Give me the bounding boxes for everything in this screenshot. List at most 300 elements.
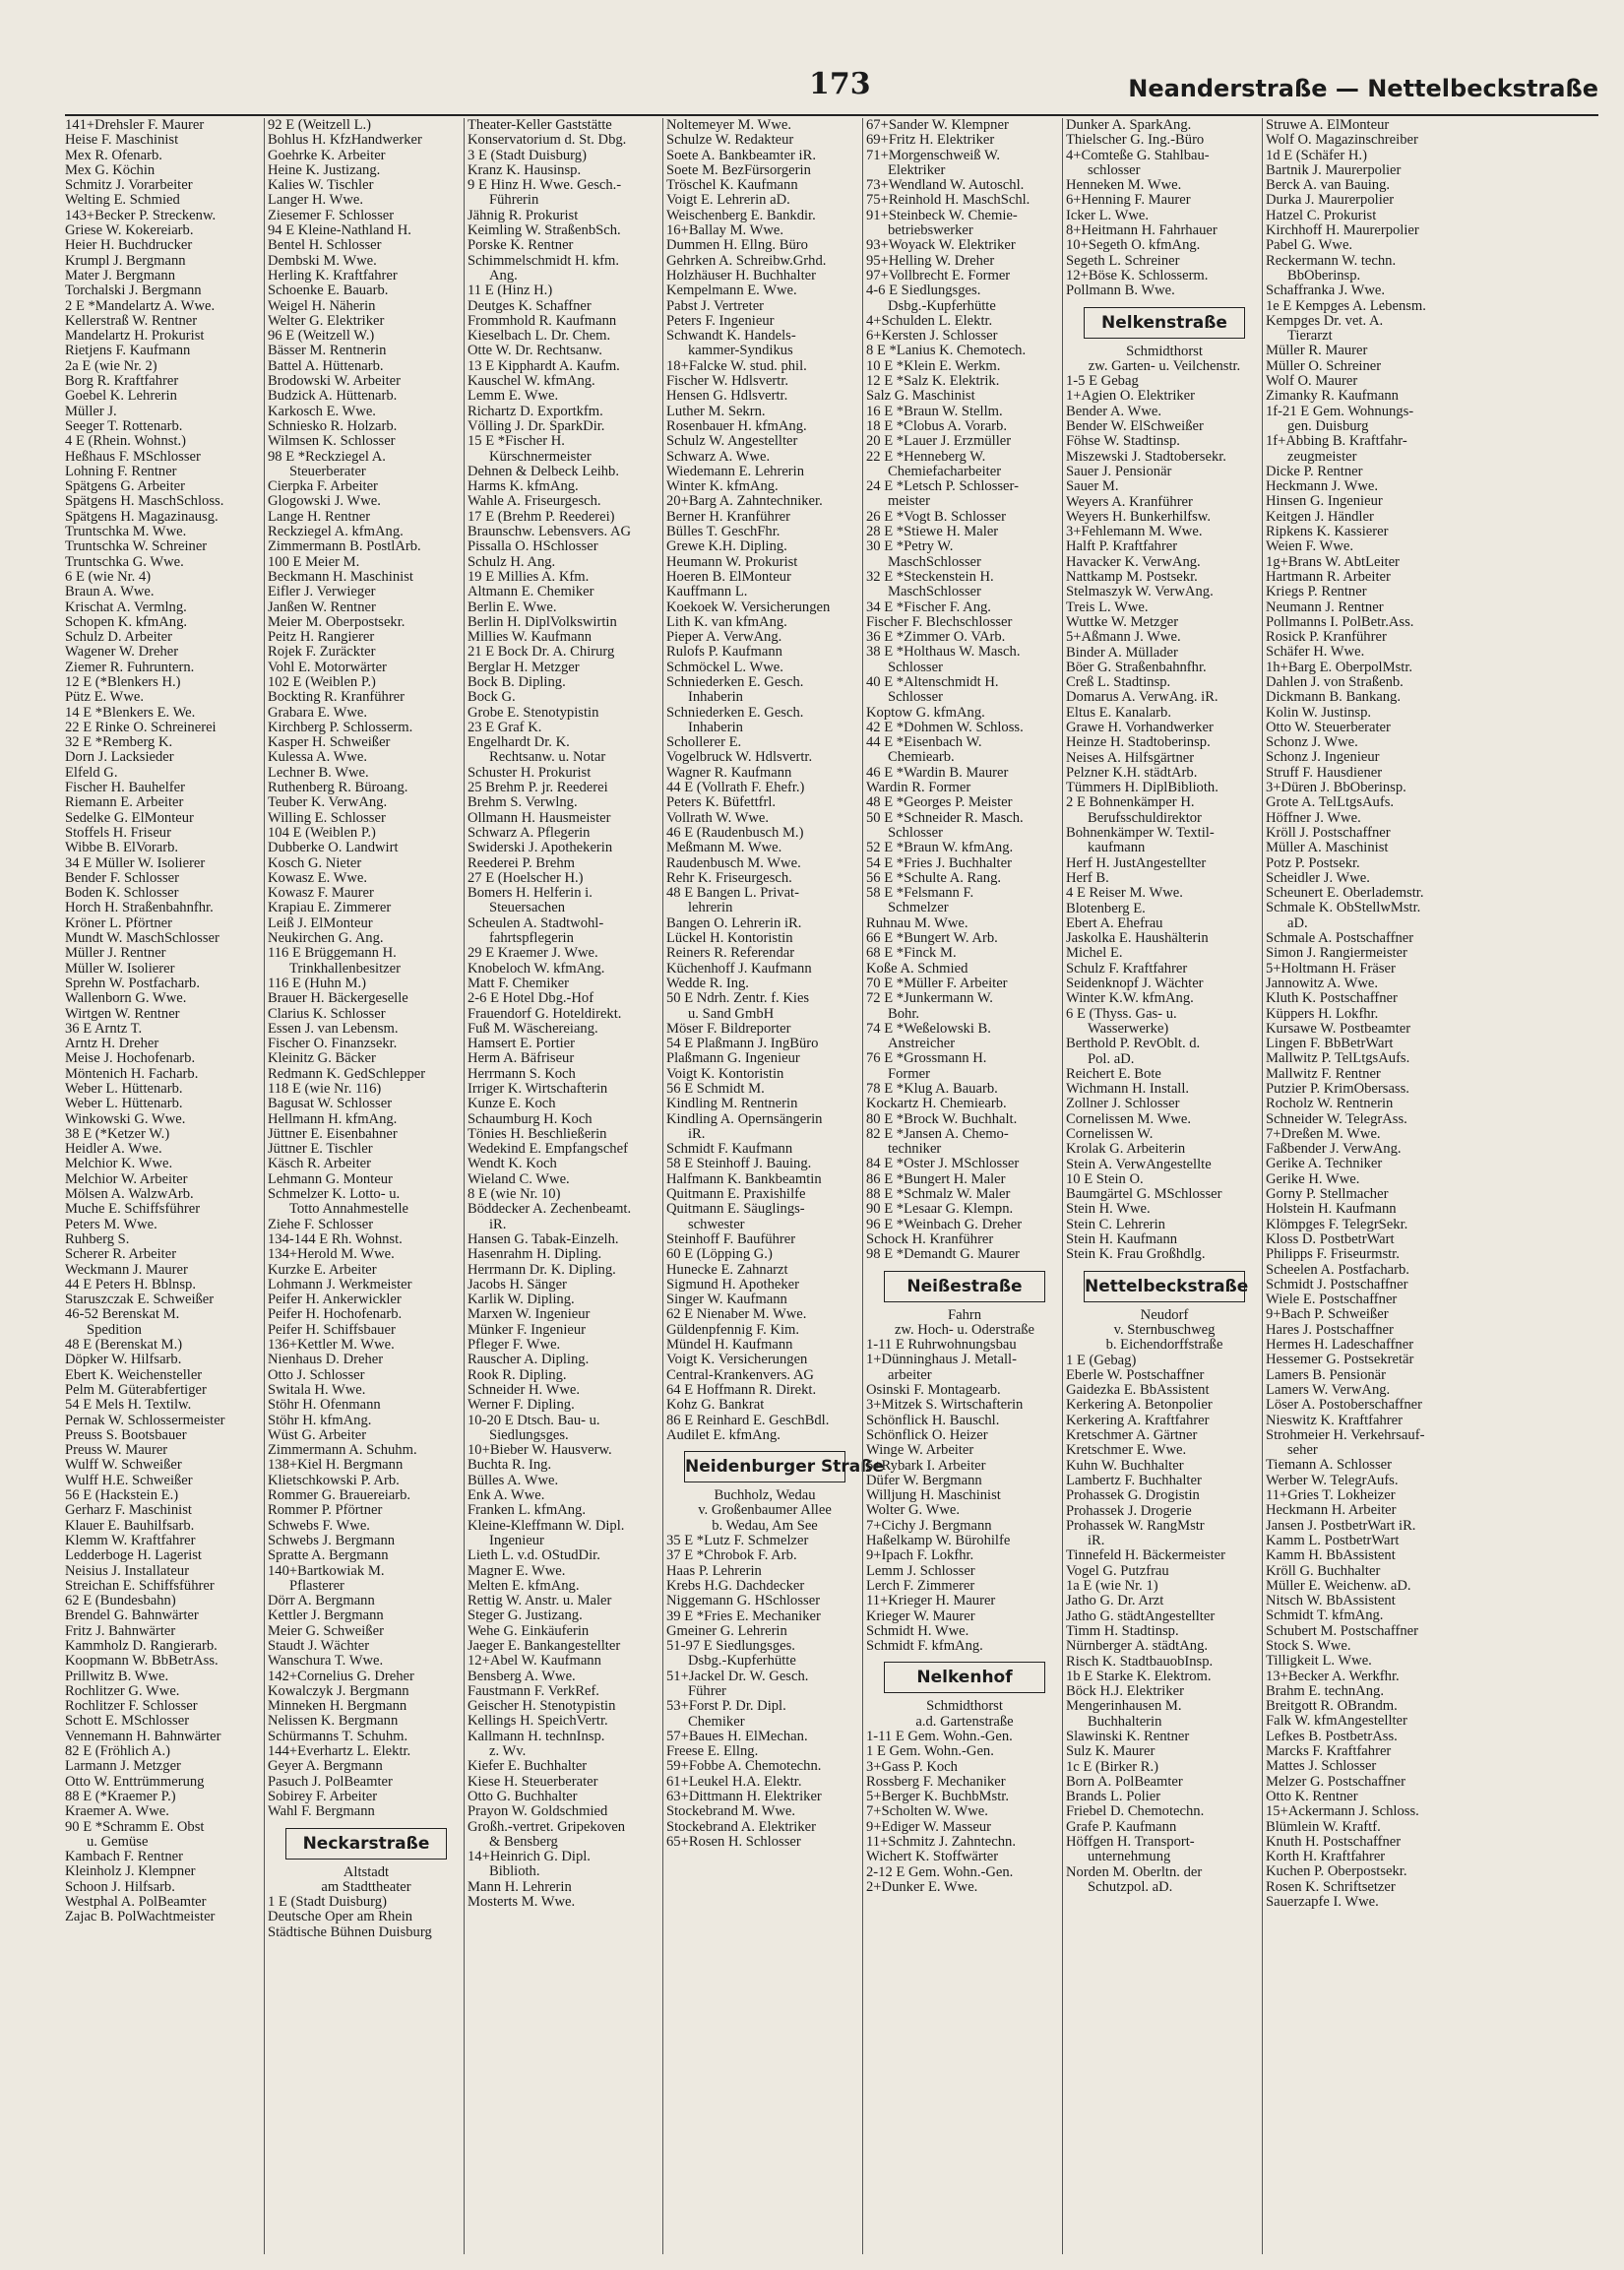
directory-entry: 142+Cornelius G. Dreher — [268, 1668, 414, 1684]
directory-entry: Herrmann Dr. K. Dipling. — [468, 1261, 616, 1278]
directory-entry: Grabara E. Wwe. — [268, 704, 368, 721]
directory-entry: 17 E (Brehm P. Reederei) — [468, 508, 615, 525]
directory-entry: Wahl F. Bergmann — [268, 1803, 375, 1820]
directory-entry: 36 E Arntz T. — [65, 1020, 143, 1037]
directory-entry: Welter G. Elektriker — [268, 312, 385, 329]
directory-entry: 30 E *Petry W. — [866, 538, 954, 555]
directory-entry: Gehrken A. Schreibw.Grhd. — [666, 252, 827, 269]
directory-entry: Berlin H. DiplVolkswirtin — [468, 613, 617, 630]
directory-entry: Dörr A. Bergmann — [268, 1593, 375, 1609]
directory-entry: Bock G. — [468, 689, 516, 706]
directory-entry: Treis L. Wwe. — [1066, 599, 1149, 615]
directory-entry: Rommer P. Pförtner — [268, 1502, 383, 1519]
directory-entry: Hartmann R. Arbeiter — [1266, 568, 1391, 585]
directory-entry: Heckmann H. Arbeiter — [1266, 1502, 1397, 1519]
directory-entry: Potz P. Postsekr. — [1266, 854, 1360, 871]
directory-entry: Möser F. Bildreporter — [666, 1020, 791, 1037]
entry-continuation: Berufsschuldirektor — [1088, 809, 1202, 826]
directory-entry: Sigmund H. Apotheker — [666, 1276, 799, 1293]
directory-entry: Thielscher G. Ing.-Büro — [1066, 132, 1205, 149]
directory-entry: Schoenke E. Bauarb. — [268, 283, 389, 299]
directory-entry: Otto K. Rentner — [1266, 1788, 1358, 1804]
directory-entry: Heier H. Buchdrucker — [65, 237, 193, 254]
directory-entry: Nienhaus D. Dreher — [268, 1352, 384, 1368]
directory-entry: Kempelmann E. Wwe. — [666, 283, 797, 299]
directory-entry: Cornelissen M. Wwe. — [1066, 1110, 1192, 1127]
directory-entry: Wieland C. Wwe. — [468, 1170, 570, 1187]
directory-entry: Gerike H. Wwe. — [1266, 1170, 1360, 1187]
directory-entry: Lehmann G. Monteur — [268, 1170, 393, 1187]
directory-entry: Fischer W. Hdlsvertr. — [666, 373, 789, 390]
directory-entry: Gorny P. Stellmacher — [1266, 1186, 1389, 1203]
directory-entry: Heinze H. Stadtoberinsp. — [1066, 734, 1211, 751]
directory-entry: Berner H. Kranführer — [666, 508, 791, 525]
directory-entry: Staruszczak E. Schweißer — [65, 1292, 215, 1308]
directory-entry: 2 E Bohnenkämper H. — [1066, 794, 1195, 811]
directory-entry: Wirtgen W. Rentner — [65, 1005, 180, 1022]
directory-entry: Völling J. Dr. SparkDir. — [468, 417, 605, 434]
directory-entry: 12 E *Salz K. Elektrik. — [866, 373, 1000, 390]
directory-entry: Lohmann J. Werkmeister — [268, 1276, 412, 1293]
entry-continuation: Bohr. — [888, 1005, 920, 1022]
entry-continuation: Pol. aD. — [1088, 1050, 1135, 1067]
directory-entry: 2-6 E Hotel Dbg.-Hof — [468, 990, 594, 1007]
directory-entry: Tümmers H. DiplBiblioth. — [1066, 780, 1218, 796]
directory-entry: Schulze W. Redakteur — [666, 132, 794, 149]
directory-entry: Kröll J. Postschaffner — [1266, 824, 1391, 841]
entry-continuation: Tierarzt — [1287, 328, 1333, 345]
directory-entry: Bohnenkämper W. Textil- — [1066, 825, 1215, 842]
directory-entry: Pollmanns I. PolBetr.Ass. — [1266, 613, 1414, 630]
directory-entry: Beckmann H. Maschinist — [268, 568, 413, 585]
directory-entry: Korth H. Kraftfahrer — [1266, 1849, 1386, 1865]
directory-entry: Wolf O. Maurer — [1266, 373, 1358, 390]
directory-entry: Rojek F. Zuräckter — [268, 644, 376, 661]
directory-entry: Dorn J. Lacksieder — [65, 749, 174, 766]
directory-entry: Wulff H.E. Schweißer — [65, 1472, 193, 1488]
directory-entry: 51-97 E Siedlungsges. — [666, 1638, 795, 1655]
directory-entry: 18+Falcke W. stud. phil. — [666, 357, 807, 374]
directory-entry: 11+Gries T. Lokheizer — [1266, 1487, 1396, 1504]
directory-entry: Zimmermann A. Schuhm. — [268, 1442, 417, 1459]
directory-entry: Schmidt T. kfmAng. — [1266, 1608, 1384, 1624]
directory-entry: 65+Rosen H. Schlosser — [666, 1833, 801, 1850]
directory-entry: Schönflick H. Bauschl. — [866, 1412, 1000, 1428]
directory-entry: Rosick P. Kranführer — [1266, 629, 1387, 646]
directory-entry: Reiners R. Referendar — [666, 945, 795, 962]
directory-entry: Marxen W. Ingenieur — [468, 1306, 591, 1323]
directory-entry: 48 E Bangen L. Privat- — [666, 885, 799, 902]
directory-entry: Scheulen A. Stadtwohl- — [468, 914, 604, 931]
directory-entry: Kluth K. Postschaffner — [1266, 990, 1398, 1007]
directory-entry: Blümlein W. Kraftf. — [1266, 1818, 1381, 1835]
directory-entry: Kohz G. Bankrat — [666, 1397, 765, 1414]
entry-continuation: Chemiearb. — [888, 749, 955, 766]
directory-entry: Horch H. Straßenbahnfhr. — [65, 900, 214, 916]
directory-entry: Lohning F. Rentner — [65, 463, 177, 479]
directory-entry: Melten E. kfmAng. — [468, 1577, 580, 1594]
directory-entry: Preuss W. Maurer — [65, 1442, 168, 1459]
directory-entry: Kröner L. Pförtner — [65, 914, 173, 931]
directory-entry: Föhse W. Stadtinsp. — [1066, 433, 1180, 450]
directory-entry: Kammholz D. Rangierarb. — [65, 1637, 218, 1654]
directory-entry: Schmidt F. Kaufmann — [666, 1141, 793, 1158]
directory-entry: Welting E. Schmied — [65, 192, 180, 209]
directory-entry: 28 E *Stiewe H. Maler — [866, 524, 999, 540]
directory-entry: Schmitz J. Vorarbeiter — [65, 177, 193, 194]
directory-entry: Clarius K. Schlosser — [268, 1005, 386, 1022]
directory-entry: 26 E *Vogt B. Schlosser — [866, 508, 1007, 525]
directory-entry: Weien F. Wwe. — [1266, 538, 1353, 555]
directory-entry: 90 E *Schramm E. Obst — [65, 1818, 205, 1835]
directory-entry: Weigel H. Näherin — [268, 297, 376, 314]
directory-entry: Stöhr H. Ofenmann — [268, 1397, 381, 1414]
directory-entry: 60 E (Löpping G.) — [666, 1246, 773, 1263]
directory-entry: Neumann J. Rentner — [1266, 599, 1384, 615]
directory-entry: Eltus E. Kanalarb. — [1066, 704, 1171, 721]
directory-entry: 58 E *Felsmann F. — [866, 885, 974, 902]
directory-entry: Ebert A. Ehefrau — [1066, 914, 1163, 931]
directory-entry: Rettig W. Anstr. u. Maler — [468, 1593, 612, 1609]
entry-continuation: Anstreicher — [888, 1036, 956, 1052]
directory-entry: Minneken H. Bergmann — [268, 1698, 407, 1715]
directory-entry: 10 E Stein O. — [1066, 1170, 1144, 1187]
directory-entry: Weber L. Hüttenarb. — [65, 1081, 183, 1097]
directory-entry: Prillwitz B. Wwe. — [65, 1668, 169, 1684]
directory-entry: 1h+Barg E. OberpolMstr. — [1266, 659, 1413, 675]
directory-entry: Prohassek J. Drogerie — [1066, 1502, 1192, 1519]
directory-entry: Kretschmer A. Gärtner — [1066, 1427, 1198, 1444]
entry-continuation: kaufmann — [1088, 840, 1146, 856]
directory-entry: Kunze E. Koch — [468, 1096, 556, 1112]
directory-entry: Mandelartz H. Prokurist — [65, 328, 205, 345]
directory-entry: Weckmann J. Maurer — [65, 1261, 188, 1278]
directory-entry: Schmale K. ObStellwMstr. — [1266, 900, 1421, 916]
directory-entry: Otto J. Schlosser — [268, 1366, 365, 1383]
directory-entry: Pernak W. Schlossermeister — [65, 1412, 225, 1428]
directory-entry: Stein H. Kaufmann — [1066, 1231, 1178, 1248]
directory-entry: Westphal A. PolBeamter — [65, 1894, 207, 1911]
directory-entry: Marcks F. Kraftfahrer — [1266, 1743, 1392, 1760]
street-location-note: am Stadttheater — [321, 1878, 411, 1895]
directory-entry: 118 E (wie Nr. 116) — [268, 1081, 382, 1097]
entry-continuation: Schlosser — [888, 824, 943, 841]
entry-continuation: gen. Duisburg — [1287, 417, 1369, 434]
directory-entry: Boden K. Schlosser — [65, 885, 179, 902]
directory-entry: Lemm E. Wwe. — [468, 388, 559, 405]
directory-entry: Müller J. — [65, 403, 117, 419]
directory-entry: Millies W. Kaufmann — [468, 629, 593, 646]
directory-entry: Schonz J. Wwe. — [1266, 734, 1358, 751]
directory-entry: Wilmsen K. Schlosser — [268, 433, 396, 450]
directory-entry: 11 E (Hinz H.) — [468, 283, 553, 299]
directory-entry: Klietschkowski P. Arb. — [268, 1472, 400, 1488]
directory-entry: 1-5 E Gebag — [1066, 373, 1139, 390]
directory-entry: 40 E *Altenschmidt H. — [866, 673, 999, 690]
directory-entry: Wahle A. Friseurgesch. — [468, 493, 601, 510]
directory-entry: Stock S. Wwe. — [1266, 1637, 1351, 1654]
directory-entry: Heckmann J. Wwe. — [1266, 478, 1379, 495]
directory-entry: Neukirchen G. Ang. — [268, 930, 384, 947]
directory-entry: Schmelzer K. Lotto- u. — [268, 1186, 401, 1203]
directory-entry: Kirchhoff H. Maurerpolier — [1266, 222, 1419, 239]
directory-entry: Kriegs P. Rentner — [1266, 584, 1367, 600]
directory-entry: 9+Bach P. Schweißer — [1266, 1306, 1389, 1323]
directory-entry: Pieper A. VerwAng. — [666, 629, 782, 646]
directory-entry: Lange H. Rentner — [268, 508, 371, 525]
directory-entry: Krumpl J. Bergmann — [65, 252, 186, 269]
directory-entry: Müller E. Weichenw. aD. — [1266, 1577, 1411, 1594]
directory-entry: Mosterts M. Wwe. — [468, 1894, 576, 1911]
directory-entry: Hatzel C. Prokurist — [1266, 207, 1377, 223]
directory-entry: Pasuch J. PolBeamter — [268, 1773, 393, 1790]
directory-entry: 19 E Millies A. Kfm. — [468, 568, 590, 585]
directory-entry: Koekoek W. Versicherungen — [666, 599, 831, 615]
directory-column — [264, 118, 465, 2254]
directory-entry: 1d E (Schäfer H.) — [1266, 147, 1367, 163]
directory-entry: Wolter G. Wwe. — [866, 1502, 961, 1519]
directory-entry: Reckermann W. techn. — [1266, 252, 1397, 269]
directory-entry: Streichan E. Schiffsführer — [65, 1577, 215, 1594]
directory-entry: Möntenich H. Facharb. — [65, 1065, 199, 1082]
directory-entry: Larmann J. Metzger — [65, 1758, 181, 1775]
directory-entry: Kauschel W. kfmAng. — [468, 373, 595, 390]
entry-continuation: zeugmeister — [1287, 448, 1357, 465]
directory-entry: Swiderski J. Apothekerin — [468, 840, 613, 856]
directory-entry: Mallwitz P. TelLtgsAufs. — [1266, 1050, 1410, 1067]
directory-entry: Stoffels H. Friseur — [65, 824, 171, 841]
directory-entry: Klömpges F. TelegrSekr. — [1266, 1216, 1408, 1232]
directory-entry: Stöhr H. kfmAng. — [268, 1412, 372, 1428]
entry-continuation: Führerin — [489, 192, 539, 209]
street-heading: Nelkenhof — [884, 1662, 1045, 1693]
directory-entry: 32 E *Steckenstein H. — [866, 568, 994, 585]
directory-entry: Schimmelschmidt H. kfm. — [468, 252, 620, 269]
directory-entry: 36 E *Zimmer O. VArb. — [866, 629, 1006, 646]
directory-entry: Rosen K. Schriftsetzer — [1266, 1878, 1396, 1895]
directory-entry: 73+Wendland W. Autoschl. — [866, 177, 1025, 194]
directory-entry: Otto W. Steuerberater — [1266, 719, 1391, 735]
directory-entry: 25 Brehm P. jr. Reederei — [468, 780, 608, 796]
entry-continuation: schwester — [688, 1216, 745, 1232]
directory-entry: Willjung H. Maschinist — [866, 1487, 1001, 1504]
entry-continuation: Ingenieur — [489, 1532, 544, 1548]
directory-entry: Schwebs J. Bergmann — [268, 1532, 396, 1548]
directory-entry: Bohlus H. KfzHandwerker — [268, 132, 422, 149]
directory-entry: Vohl E. Motorwärter — [268, 659, 387, 675]
directory-entry: Großh.-vertret. Gripekoven — [468, 1818, 626, 1835]
directory-entry: Reckziegel A. kfmAng. — [268, 524, 404, 540]
directory-entry: Friebel D. Chemotechn. — [1066, 1803, 1205, 1820]
directory-entry: 34 E *Fischer F. Ang. — [866, 599, 991, 615]
directory-entry: Tiemann A. Schlosser — [1266, 1457, 1392, 1474]
directory-entry: Audilet E. kfmAng. — [666, 1426, 781, 1443]
directory-entry: Klemm W. Kraftfahrer — [65, 1532, 196, 1548]
directory-entry: Rocholz W. Rentnerin — [1266, 1096, 1394, 1112]
directory-entry: Hoeren B. ElMonteur — [666, 568, 791, 585]
directory-entry: Goebel K. Lehrerin — [65, 388, 177, 405]
directory-entry: Heßhaus F. MSchlosser — [65, 448, 201, 465]
directory-entry: Bagusat W. Schlosser — [268, 1096, 393, 1112]
directory-entry: Magner E. Wwe. — [468, 1562, 566, 1579]
street-location-note: Altstadt — [343, 1863, 390, 1880]
directory-entry: Essen J. van Lebensm. — [268, 1020, 399, 1037]
directory-entry: Halft P. Kraftfahrer — [1066, 538, 1178, 555]
directory-entry: 88 E *Schmalz W. Maler — [866, 1186, 1011, 1203]
directory-entry: Lückel H. Kontoristin — [666, 930, 793, 947]
directory-entry: Hansen G. Tabak-Einzelh. — [468, 1230, 619, 1247]
directory-entry: Wüst G. Arbeiter — [268, 1426, 367, 1443]
directory-entry: 76 E *Grossmann H. — [866, 1050, 987, 1067]
directory-entry: Brauer H. Bäckergeselle — [268, 990, 408, 1007]
directory-entry: 13 E Kipphardt A. Kaufm. — [468, 357, 620, 374]
directory-entry: 44 E *Eisenbach W. — [866, 734, 982, 751]
directory-entry: Kranz K. Hausinsp. — [468, 161, 582, 178]
directory-entry: 143+Becker P. Streckenw. — [65, 207, 217, 223]
directory-entry: Teuber K. VerwAng. — [268, 794, 388, 811]
directory-entry: Willing E. Schlosser — [268, 809, 386, 826]
directory-entry: Geyer A. Bergmann — [268, 1758, 383, 1775]
street-heading: Nelkenstraße — [1084, 307, 1245, 339]
directory-entry: Kamm L. PostbetrWart — [1266, 1532, 1400, 1548]
directory-entry: Schoon J. Hilfsarb. — [65, 1878, 175, 1895]
directory-entry: 102 E (Weiblen P.) — [268, 673, 376, 690]
directory-entry: Heine K. Justizang. — [268, 161, 381, 178]
entry-continuation: & Bensberg — [489, 1833, 558, 1850]
directory-entry: Wallenborn G. Wwe. — [65, 990, 187, 1007]
directory-entry: 86 E Reinhard E. GeschBdl. — [666, 1412, 830, 1428]
header-rule — [65, 114, 1598, 116]
directory-entry: Eberle W. Postschaffner — [1066, 1366, 1205, 1383]
directory-entry: Herf B. — [1066, 869, 1109, 886]
directory-entry: Haßelkamp W. Bürohilfe — [866, 1533, 1011, 1549]
directory-entry: Franken L. kfmAng. — [468, 1502, 586, 1519]
directory-entry: Schonz J. Ingenieur — [1266, 749, 1380, 766]
directory-entry: Weischenberg E. Bankdir. — [666, 207, 816, 223]
directory-entry: 12 E (*Blenkers H.) — [65, 673, 181, 690]
street-location-note: v. Großenbaumer Allee — [698, 1502, 832, 1519]
directory-entry: Schott E. MSchlosser — [65, 1713, 190, 1730]
directory-entry: Weber L. Hüttenarb. — [65, 1096, 183, 1112]
directory-entry: 56 E (Hackstein E.) — [65, 1487, 179, 1504]
directory-entry: Böer G. Straßenbahnfhr. — [1066, 659, 1207, 675]
directory-entry: Lith K. van kfmAng. — [666, 613, 787, 630]
directory-entry: Peters M. Wwe. — [65, 1216, 157, 1232]
directory-entry: Wulff W. Schweißer — [65, 1457, 182, 1474]
street-location-note: Buchholz, Wedau — [714, 1487, 816, 1504]
directory-entry: Bockting R. Kranführer — [268, 689, 406, 706]
directory-entry: Halfmann K. Bankbeamtin — [666, 1170, 822, 1187]
directory-entry: Arntz H. Dreher — [65, 1036, 159, 1052]
directory-entry: 3 E (Stadt Duisburg) — [468, 147, 587, 163]
entry-continuation: Wasserwerke) — [1088, 1020, 1169, 1037]
directory-entry: Werber W. TelegrAufs. — [1266, 1472, 1399, 1488]
directory-entry: 3+Mitzek S. Wirtschafterin — [866, 1397, 1024, 1414]
directory-entry: Seeger T. Rottenarb. — [65, 417, 183, 434]
directory-entry: Fischer F. Blechschlosser — [866, 613, 1013, 630]
directory-entry: 44 E Peters H. Bblnsp. — [65, 1276, 196, 1293]
directory-entry: Otte W. Dr. Rechtsanw. — [468, 343, 602, 359]
directory-entry: 7+Scholten W. Wwe. — [866, 1803, 988, 1820]
directory-entry: Schwebs F. Wwe. — [268, 1517, 370, 1534]
directory-entry: Konservatorium d. St. Dbg. — [468, 132, 627, 149]
directory-entry: Deutsche Oper am Rhein — [268, 1909, 413, 1925]
entry-continuation: Steuerberater — [289, 463, 366, 479]
directory-entry: Michel E. — [1066, 945, 1123, 962]
directory-entry: Winkowski G. Wwe. — [65, 1110, 186, 1127]
street-heading: Neißestraße — [884, 1271, 1045, 1302]
directory-entry: 3+Fehlemann M. Wwe. — [1066, 524, 1203, 540]
directory-entry: 4+Comteße G. Stahlbau- — [1066, 147, 1210, 163]
directory-entry: Pabst J. Vertreter — [666, 297, 765, 314]
directory-entry: Schniederken E. Gesch. — [666, 704, 804, 721]
directory-entry: 82 E (Fröhlich A.) — [65, 1743, 171, 1760]
directory-entry: Sauerzapfe I. Wwe. — [1266, 1894, 1379, 1911]
directory-entry: 46-52 Berenskat M. — [65, 1306, 180, 1323]
directory-entry: Jaskolka E. Haushälterin — [1066, 930, 1209, 947]
directory-entry: Melchior K. Wwe. — [65, 1156, 173, 1172]
directory-entry: Schniederken E. Gesch. — [666, 673, 804, 690]
directory-entry: Tröschel K. Kaufmann — [666, 177, 798, 194]
directory-entry: 72 E *Junkermann W. — [866, 990, 993, 1007]
directory-entry: Nelissen K. Bergmann — [268, 1713, 399, 1730]
directory-entry: Karlik W. Dipling. — [468, 1292, 575, 1308]
directory-entry: 12+Böse K. Schlosserm. — [1066, 267, 1209, 284]
directory-entry: Grobe E. Stenotypistin — [468, 704, 599, 721]
entry-continuation: Dsbg.-Kupferhütte — [888, 297, 996, 314]
directory-entry: Raudenbusch M. Wwe. — [666, 854, 801, 871]
directory-entry: Kalies W. Tischler — [268, 177, 374, 194]
directory-entry: Berglar H. Metzger — [468, 659, 580, 675]
entry-continuation: Spedition — [87, 1321, 142, 1338]
entry-continuation: BbOberinsp. — [1287, 267, 1361, 284]
directory-entry: Wiele E. Postschaffner — [1266, 1292, 1398, 1308]
directory-entry: Bender F. Schlosser — [65, 869, 179, 886]
directory-entry: 1 E (Gebag) — [1066, 1352, 1137, 1368]
directory-entry: 94 E Kleine-Nathland H. — [268, 222, 411, 239]
directory-entry: Hares J. Postschaffner — [1266, 1321, 1394, 1338]
directory-entry: Baumgärtel G. MSchlosser — [1066, 1186, 1222, 1203]
directory-entry: Neises A. Hilfsgärtner — [1066, 749, 1195, 766]
directory-entry: Blotenberg E. — [1066, 900, 1146, 916]
directory-entry: Hensen G. Hdlsvertr. — [666, 388, 788, 405]
directory-entry: Faßbender J. VerwAng. — [1266, 1141, 1402, 1158]
directory-entry: Creß L. Stadtinsp. — [1066, 674, 1171, 691]
directory-entry: Sauer M. — [1066, 478, 1119, 495]
directory-entry: 98 E *Demandt G. Maurer — [866, 1246, 1021, 1263]
directory-entry: Spätgens H. MaschSchloss. — [65, 493, 224, 510]
directory-entry: Luther M. Sekrn. — [666, 403, 766, 419]
directory-entry: Lambertz F. Buchhalter — [1066, 1472, 1202, 1488]
directory-entry: Vennemann H. Bahnwärter — [65, 1728, 221, 1744]
directory-entry: Vogel G. Putzfrau — [1066, 1562, 1169, 1579]
directory-entry: 39 E *Fries E. Mechaniker — [666, 1608, 821, 1624]
directory-entry: Hamsert E. Portier — [468, 1036, 576, 1052]
directory-entry: Herling K. Kraftfahrer — [268, 267, 398, 284]
directory-entry: Richartz D. Exportkfm. — [468, 403, 603, 419]
directory-entry: Hellmann H. kfmAng. — [268, 1110, 398, 1127]
entry-continuation: kammer-Syndikus — [688, 343, 793, 359]
directory-entry: Winter K. kfmAng. — [666, 478, 779, 495]
directory-entry: 1e E Kempges A. Lebensm. — [1266, 297, 1426, 314]
directory-entry: Lamers B. Pensionär — [1266, 1366, 1386, 1383]
directory-entry: 93+Woyack W. Elektriker — [866, 237, 1016, 254]
directory-entry: 86 E *Bungert H. Maler — [866, 1170, 1006, 1187]
directory-entry: Tilligkeit L. Wwe. — [1266, 1653, 1372, 1670]
directory-entry: Schwarz A. Wwe. — [666, 448, 771, 465]
directory-entry: Ziemer R. Fuhruntern. — [65, 659, 195, 675]
directory-entry: 7+Cichy J. Bergmann — [866, 1517, 992, 1534]
